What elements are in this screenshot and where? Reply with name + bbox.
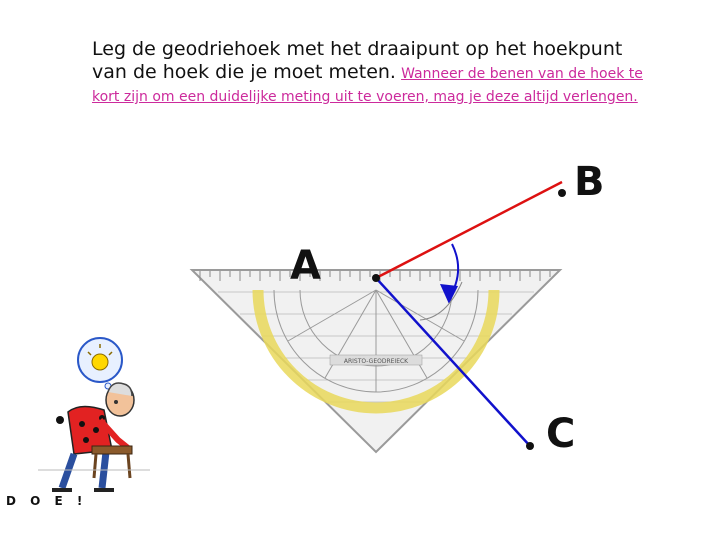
point-a-dot (372, 274, 380, 282)
point-b-label: B (574, 159, 605, 205)
point-c-dot (526, 442, 534, 450)
instruction-link[interactable]: Wanneer de benen van de hoek te kort zijn om een duidelijke meting uit te voeren, mag je deze altijd verlengen. (92, 66, 643, 105)
geodriehoek-protractor (192, 270, 560, 452)
worker-figure-icon (38, 338, 150, 490)
protractor-brand: ARISTO-GEODREIECK (343, 358, 409, 365)
point-c-label: C (546, 411, 576, 457)
doe-label: D O E ! (6, 494, 88, 508)
point-b-dot (558, 189, 566, 197)
point-a-label: A (290, 243, 321, 289)
instruction-main: Leg de geodriehoek met het draaipunt op het hoekpunt van de hoek die je moet meten. (92, 38, 623, 83)
ray-a-b (376, 182, 562, 278)
lightbulb-icon (78, 338, 122, 389)
